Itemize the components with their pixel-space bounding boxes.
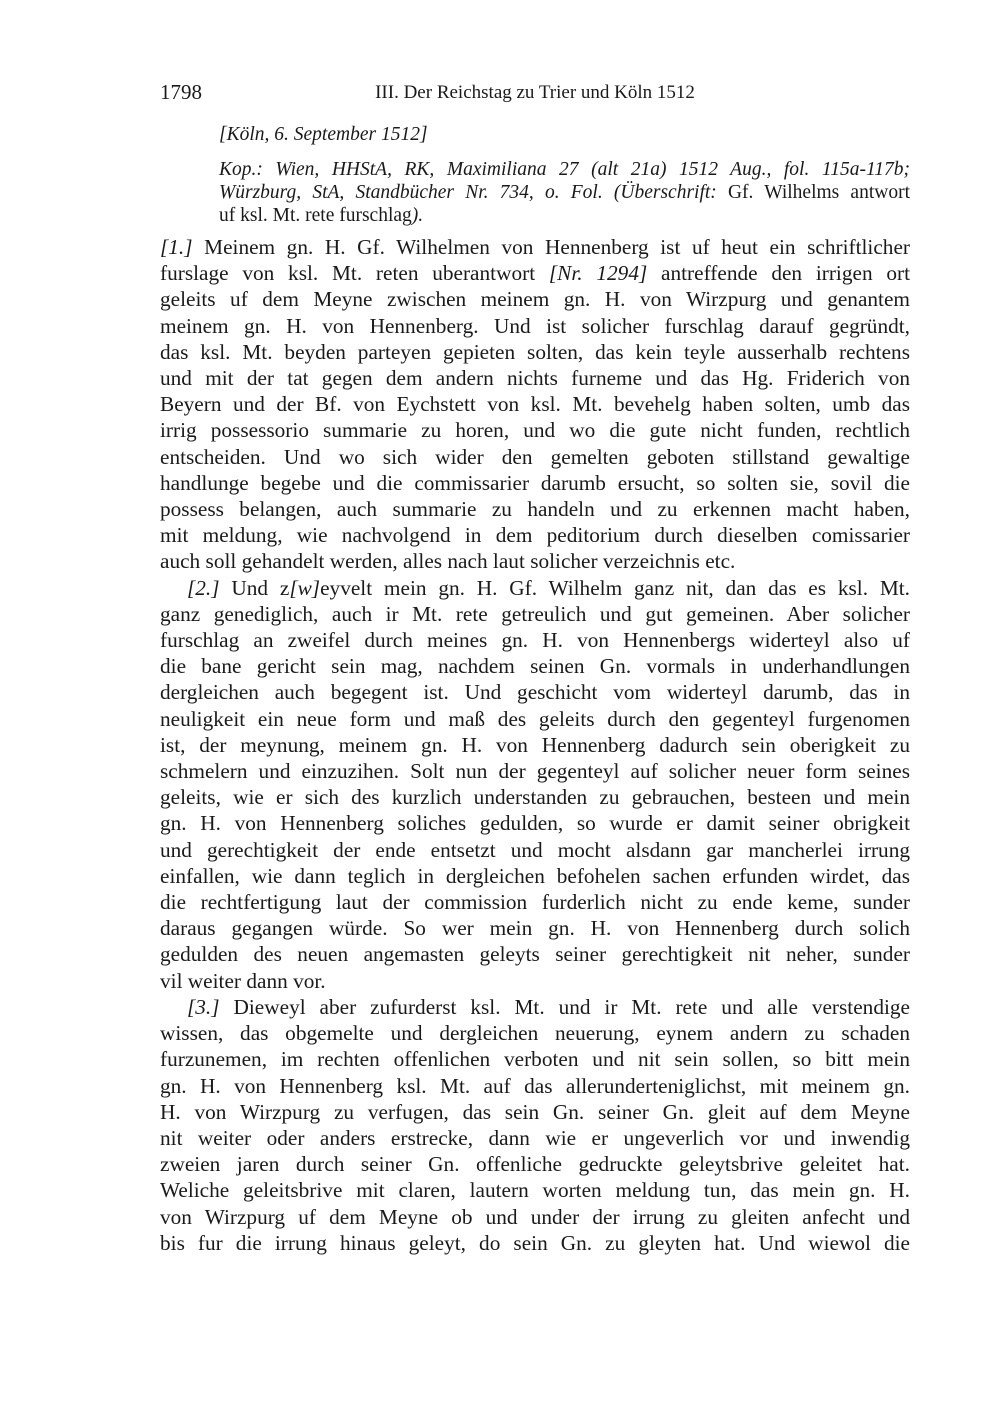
running-title: III. Der Reichstag zu Trier und Köln 1512 bbox=[375, 82, 695, 103]
text-line: bis fur die irrung hinaus geleyt, do sein Gn. zu gleyten hat. Und wiewol die bbox=[160, 1230, 910, 1255]
text-line: entscheiden. Und wo sich wider den gemelten geboten stillstand gewaltige bbox=[160, 444, 910, 469]
text-line: furslage von ksl. Mt. reten uberantwort [Nr. 1294] antreffende den irrigen ort bbox=[160, 261, 911, 286]
source-note bbox=[219, 158, 910, 227]
text-line: einfallen, wie dann teglich in dergleichen befohelen sachen erfunden wirdet, das bbox=[160, 863, 910, 888]
text-line: und mit der tat gegen dem andern nichts furneme und das Hg. Friderich von bbox=[160, 366, 910, 391]
text-line: wissen, das obgemelte und dergleichen neuerung, eynem andern zu schaden bbox=[160, 1021, 910, 1046]
source-line: Würzburg, StA, Standbücher Nr. 734, o. Fol. (Überschrift: Gf. Wilhelms antwort bbox=[219, 182, 910, 203]
text-line: nit weiter oder anders erstrecke, dann wie er ungeverlich vor und inwendig bbox=[160, 1125, 910, 1150]
text-line: mit meldung, wie nachvolgend in dem peditorium durch dieselben comissarier bbox=[160, 523, 910, 548]
document-body bbox=[160, 234, 910, 1256]
text-line: ganz genediglich, auch ir Mt. rete getreulich und gut gemeinen. Aber solicher bbox=[160, 601, 910, 626]
text-line: neuligkeit ein neue form und maß des geleits durch den gegenteyl furgenomen bbox=[160, 706, 910, 731]
paragraph-1 bbox=[160, 234, 910, 575]
paragraph-3 bbox=[160, 994, 910, 1256]
text-line: furzunemen, im rechten offenlichen verboten und nit sein sollen, so bitt mein bbox=[160, 1047, 910, 1072]
text-line: Beyern und der Bf. von Eychstett von ksl. Mt. bevehelg haben solten, umb das bbox=[160, 392, 910, 417]
text-line: gn. H. von Hennenberg soliches gedulden, so wurde er damit seiner obrigkeit bbox=[160, 811, 910, 836]
cross-reference: [Nr. 1294] bbox=[548, 261, 648, 286]
text-line: irrig possessorio summarie zu horen, und wo die gute nicht funden, rechtlich bbox=[160, 418, 910, 443]
text-line: Weliche geleitsbrive mit claren, lautern worten meldung tun, das mein gn. H. bbox=[160, 1178, 910, 1203]
text-line: daraus gegangen würde. So wer mein gn. H. von Hennenberg durch solich bbox=[160, 916, 910, 941]
text-line: handlunge begebe und die commissarier darumb ersucht, so solten sie, sovil die bbox=[160, 470, 910, 495]
text-line: meinem gn. H. von Hennenberg. Und ist solicher furschlag darauf gegründt, bbox=[160, 313, 910, 338]
text-line: das ksl. Mt. beyden parteyen gepieten solten, das kein teyle ausserhalb rechtens bbox=[160, 339, 910, 364]
text-line: possess belangen, auch summarie zu handeln und zu erkennen macht haben, bbox=[160, 497, 910, 522]
text-line: [2.] Und z[w]eyvelt mein gn. H. Gf. Wilhelm ganz nit, dan das es ksl. Mt. bbox=[187, 575, 911, 600]
text-line: furschlag an zweifel durch meines gn. H. von Hennenbergs widerteyl also uf bbox=[160, 628, 910, 653]
text-line: gn. H. von Hennenberg ksl. Mt. auf das allerunderteniglichst, mit meinem gn. bbox=[160, 1073, 910, 1098]
text-line: dergleichen auch begegent ist. Und geschicht vom widerteyl darumb, das in bbox=[160, 680, 910, 705]
text-line: gedulden des neuen angemasten geleyts seiner gerechtigkeit nit neher, sunder bbox=[160, 942, 910, 967]
page-number: 1798 bbox=[160, 80, 202, 104]
source-line: uf ksl. Mt. rete furschlag). bbox=[219, 205, 424, 226]
text-line: geleits uf dem Meyne zwischen meinem gn. H. von Wirzpurg und genantem bbox=[160, 287, 910, 312]
text-line: von Wirzpurg uf dem Meyne ob und under der irrung zu gleiten anfecht und bbox=[160, 1204, 910, 1229]
text-line: die bane gericht sein mag, nachdem seinen Gn. vormals in underhandlungen bbox=[160, 654, 910, 679]
text-line: [1.] Meinem gn. H. Gf. Wilhelmen von Hennenberg ist uf heut ein schriftlicher bbox=[160, 235, 910, 259]
text-line: ist, der meynung, meinem gn. H. von Hennenberg dadurch sein oberigkeit zu bbox=[160, 732, 910, 757]
text-line: [3.] Dieweyl aber zufurderst ksl. Mt. und ir Mt. rete und alle verstendige bbox=[187, 994, 910, 1019]
document-date: [Köln, 6. September 1512] bbox=[219, 124, 428, 145]
text-line: und gerechtigkeit der ende entsetzt und mocht alsdann gar mancherlei irrung bbox=[160, 837, 910, 862]
text-line: schmelern und einzuzihen. Solt nun der gegenteyl auf solicher neuer form seines bbox=[160, 759, 910, 784]
text-line: geleits, wie er sich des kurzlich understanden zu gebrauchen, besteen und mein bbox=[160, 785, 910, 810]
text-line: auch soll gehandelt werden, alles nach laut solicher verzeichnis etc. bbox=[160, 549, 736, 574]
paragraph-2 bbox=[160, 575, 910, 994]
source-line: Kop.: Wien, HHStA, RK, Maximiliana 27 (alt 21a) 1512 Aug., fol. 115a-117b; bbox=[219, 159, 910, 180]
text-line: H. von Wirzpurg zu verfugen, das sein Gn. seiner Gn. gleit auf dem Meyne bbox=[160, 1099, 910, 1124]
text-line: vil weiter dann vor. bbox=[160, 968, 326, 993]
text-line: die rechtfertigung laut der commission furderlich nicht zu ende keme, sunder bbox=[160, 890, 910, 915]
text-line: zweien jaren durch seiner Gn. offenliche gedruckte geleytsbrive geleitet hat. bbox=[160, 1152, 910, 1177]
